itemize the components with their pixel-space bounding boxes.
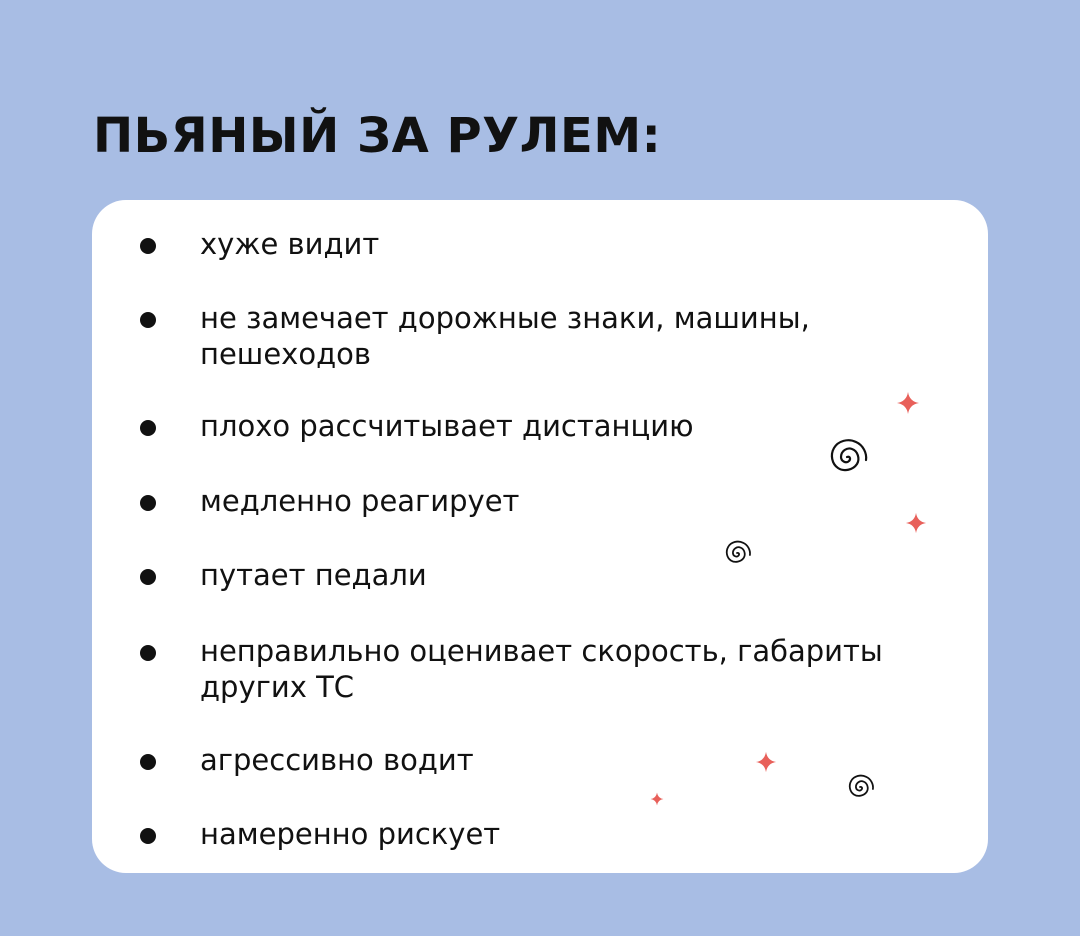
- bullet-icon: [140, 754, 156, 770]
- bullet-icon: [140, 238, 156, 254]
- bullet-icon: [140, 828, 156, 844]
- spiral-icon: [843, 770, 877, 804]
- list-item-text: плохо рассчитывает дистанцию: [200, 409, 694, 443]
- list-item-text: хуже видит: [200, 227, 380, 261]
- sparkle-icon: [650, 792, 664, 806]
- list-item-text: намеренно рискует: [200, 817, 501, 851]
- bullet-icon: [140, 645, 156, 661]
- list-item-text: агрессивно водит: [200, 743, 474, 777]
- sparkle-icon: [896, 391, 920, 415]
- list-item-text: путает педали: [200, 558, 427, 592]
- sparkle-icon: [755, 751, 777, 773]
- list-item-text: не замечает дорожные знаки, машины, пешеходов: [200, 301, 810, 371]
- spiral-icon: [720, 536, 754, 570]
- bullet-icon: [140, 420, 156, 436]
- bullet-icon: [140, 569, 156, 585]
- page-title: ПЬЯНЫЙ ЗА РУЛЕМ:: [93, 108, 662, 164]
- list-item-text: медленно реагирует: [200, 484, 520, 518]
- sparkle-icon: [905, 512, 927, 534]
- list-item-text: неправильно оценивает скорость, габариты других ТС: [200, 634, 883, 704]
- spiral-icon: [822, 432, 872, 482]
- bullet-icon: [140, 495, 156, 511]
- bullet-icon: [140, 312, 156, 328]
